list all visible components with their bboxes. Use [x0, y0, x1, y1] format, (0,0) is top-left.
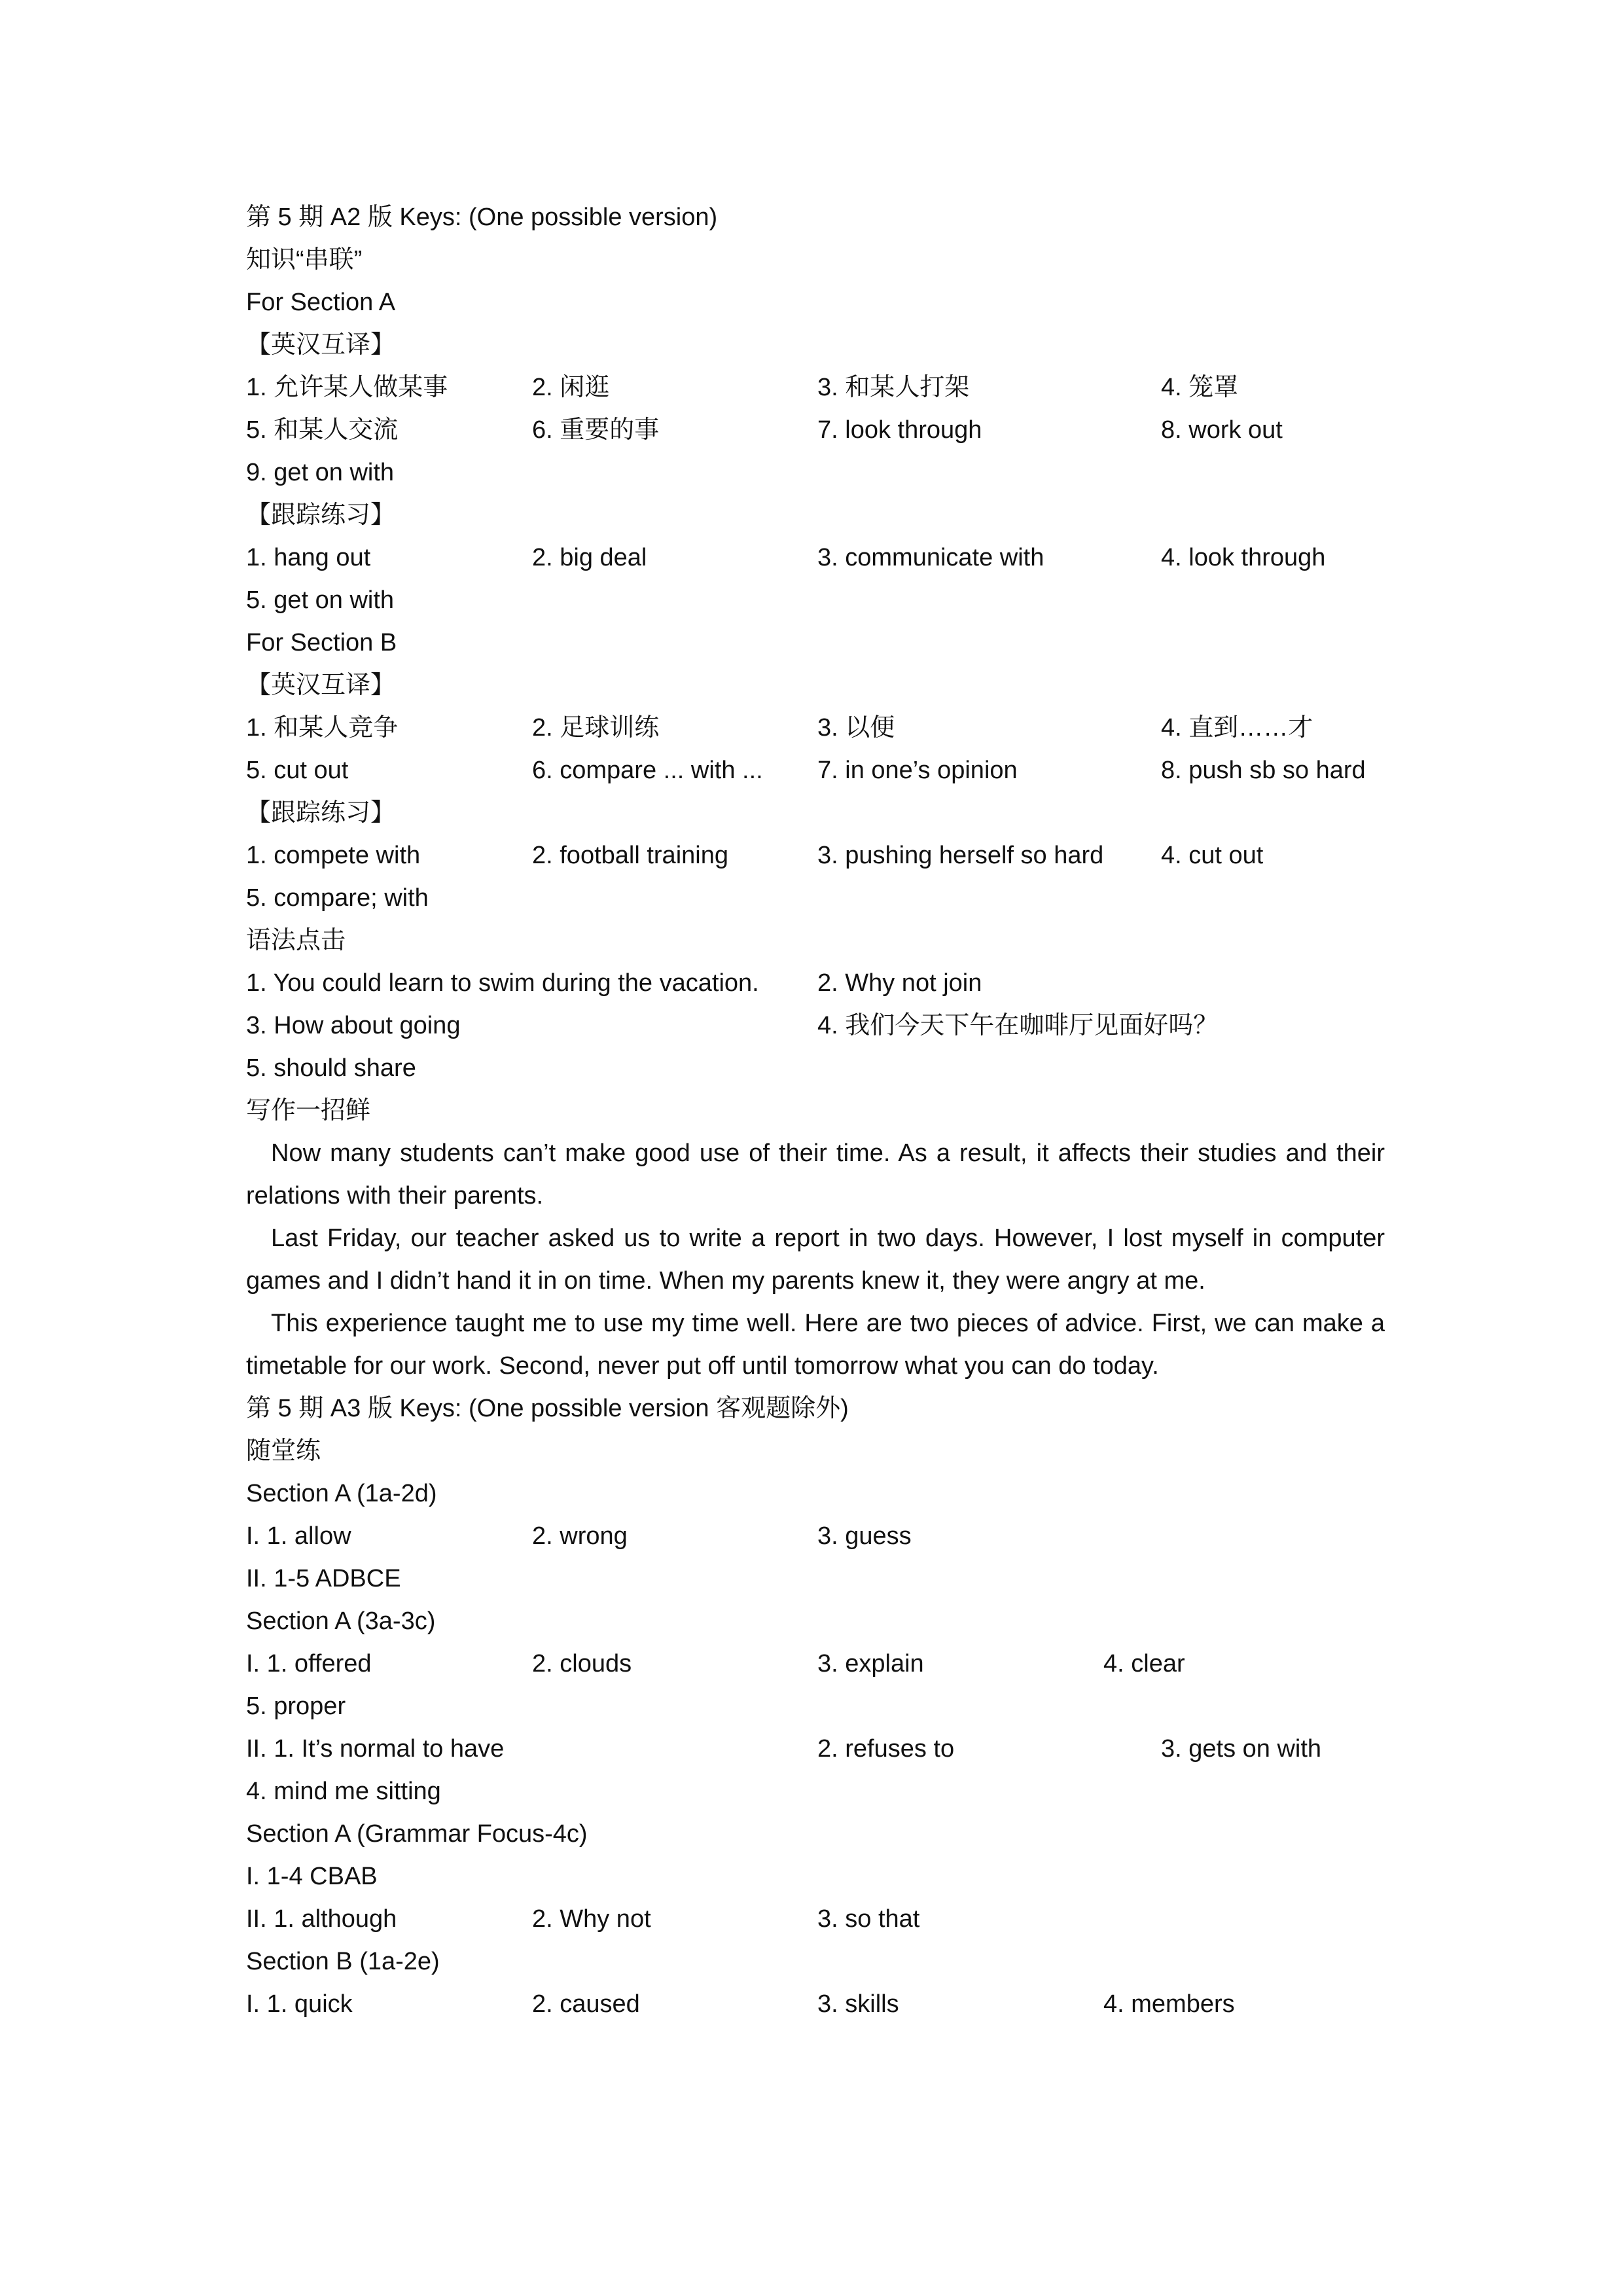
answer-item: 4. 直到……才: [1161, 714, 1313, 742]
answer-item: 1. 和某人竞争: [246, 714, 399, 742]
writing-paragraph: This experience taught me to use my time well. Here are two pieces of advice. First, we can make a timetable for our work. Second, never put off until tomorrow what you can do today.: [246, 1310, 1385, 1380]
text-line: 【英汉互译】: [246, 331, 396, 359]
answer-item: 3. so that: [817, 1905, 920, 1933]
text-line: Section A (Grammar Focus-4c): [246, 1820, 588, 1848]
text-line: For Section A: [246, 289, 396, 316]
answer-row: [246, 367, 1385, 409]
answer-item: 3. 和某人打架: [817, 374, 970, 401]
writing-paragraph: Now many students can’t make good use of their time. As a result, it affects their studies and their relations with their parents.: [246, 1139, 1385, 1210]
text-line: 【跟踪练习】: [246, 799, 396, 827]
answer-item: II. 1. It’s normal to have: [246, 1735, 505, 1763]
text-line: 第 5 期 A2 版 Keys: (One possible version): [246, 204, 718, 231]
text-line: 5. proper: [246, 1693, 346, 1720]
text-line: Section B (1a-2e): [246, 1948, 440, 1975]
answer-item: 2. refuses to: [817, 1735, 955, 1763]
answer-item: 2. Why not: [532, 1905, 651, 1933]
answer-item: I. 1. allow: [246, 1522, 351, 1550]
text-line: 语法点击: [246, 927, 346, 954]
answer-item: 2. wrong: [532, 1522, 628, 1550]
answer-row: [246, 707, 1385, 749]
text-line: 【跟踪练习】: [246, 501, 396, 529]
answer-row: [246, 537, 1385, 579]
answer-item: II. 1. although: [246, 1905, 397, 1933]
answer-row: [246, 1005, 1385, 1047]
answer-item: 2. football training: [532, 842, 728, 869]
text-line: 知识“串联”: [246, 246, 363, 274]
answer-row: [246, 1983, 1385, 2026]
answer-row: [246, 1728, 1385, 1770]
text-line: 【英汉互译】: [246, 672, 396, 699]
answer-item: 1. You could learn to swim during the vacation.: [246, 969, 759, 997]
text-line: I. 1-4 CBAB: [246, 1863, 378, 1890]
answer-item: 4. look through: [1161, 544, 1326, 571]
answer-key-document: [246, 196, 1385, 2026]
answer-item: 7. look through: [817, 416, 982, 444]
text-line: 第 5 期 A3 版 Keys: (One possible version 客观题除外): [246, 1395, 849, 1422]
text-line: 9. get on with: [246, 459, 395, 486]
answer-item: 4. 我们今天下午在咖啡厅见面好吗？: [817, 1012, 1219, 1039]
answer-item: 8. push sb so hard: [1161, 757, 1366, 784]
answer-row: [246, 749, 1385, 792]
answer-item: 3. gets on with: [1161, 1735, 1322, 1763]
answer-row: [246, 1898, 1385, 1941]
text-line: 随堂练: [246, 1437, 321, 1465]
answer-item: 3. guess: [817, 1522, 912, 1550]
answer-item: 3. pushing herself so hard: [817, 842, 1104, 869]
answer-row: [246, 409, 1385, 452]
answer-row: [246, 1643, 1385, 1685]
answer-item: 3. skills: [817, 1990, 899, 2018]
answer-item: I. 1. quick: [246, 1990, 353, 2018]
answer-item: 2. big deal: [532, 544, 647, 571]
text-line: 5. compare; with: [246, 884, 429, 912]
answer-item: 2. 闲逛: [532, 374, 610, 401]
answer-item: 2. caused: [532, 1990, 640, 2018]
answer-item: 3. 以便: [817, 714, 895, 742]
answer-item: 4. clear: [1103, 1650, 1185, 1677]
answer-item: 1. hang out: [246, 544, 371, 571]
answer-item: 4. 笼罩: [1161, 374, 1239, 401]
answer-row: [246, 834, 1385, 877]
answer-item: 2. Why not join: [817, 969, 982, 997]
answer-item: I. 1. offered: [246, 1650, 372, 1677]
text-line: 4. mind me sitting: [246, 1778, 441, 1805]
answer-item: 1. 允许某人做某事: [246, 374, 448, 401]
text-line: For Section B: [246, 629, 397, 656]
answer-item: 5. cut out: [246, 757, 349, 784]
answer-item: 2. clouds: [532, 1650, 632, 1677]
text-line: II. 1-5 ADBCE: [246, 1565, 401, 1592]
writing-paragraph: Last Friday, our teacher asked us to write a report in two days. However, I lost myself in computer games and I didn’t hand it in on time. When my parents knew it, they were angry at me.: [246, 1225, 1385, 1295]
answer-row: [246, 1515, 1385, 1558]
answer-row: [246, 962, 1385, 1005]
answer-item: 7. in one’s opinion: [817, 757, 1018, 784]
answer-item: 6. 重要的事: [532, 416, 660, 444]
answer-item: 4. cut out: [1161, 842, 1264, 869]
text-line: 5. get on with: [246, 586, 395, 614]
answer-item: 5. 和某人交流: [246, 416, 399, 444]
answer-item: 1. compete with: [246, 842, 421, 869]
answer-item: 8. work out: [1161, 416, 1283, 444]
text-line: 5. should share: [246, 1054, 416, 1082]
answer-item: 2. 足球训练: [532, 714, 660, 742]
answer-item: 3. explain: [817, 1650, 924, 1677]
text-line: Section A (3a-3c): [246, 1607, 436, 1635]
answer-item: 3. How about going: [246, 1012, 461, 1039]
text-line: 写作一招鲜: [246, 1097, 371, 1124]
answer-item: 4. members: [1103, 1990, 1235, 2018]
answer-item: 3. communicate with: [817, 544, 1044, 571]
text-line: Section A (1a-2d): [246, 1480, 437, 1507]
answer-item: 6. compare ... with ...: [532, 757, 763, 784]
